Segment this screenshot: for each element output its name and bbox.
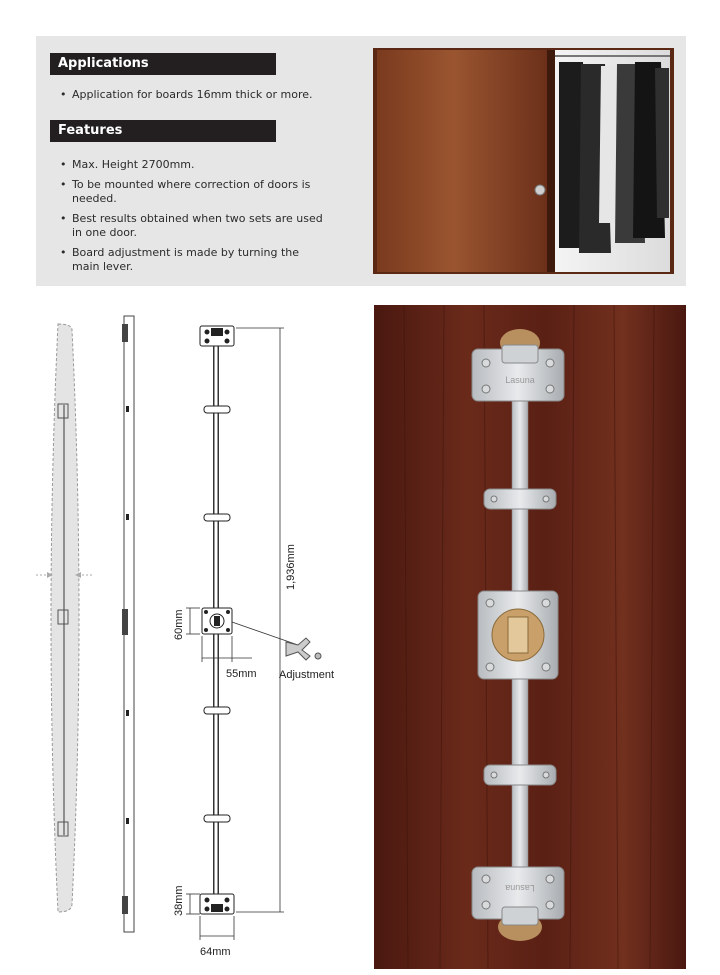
brand-label-bottom: Lasuna <box>505 883 535 893</box>
wardrobe-door <box>377 50 547 272</box>
info-panel <box>36 36 686 286</box>
end-width-dimension-label: 64mm <box>200 946 231 958</box>
wardrobe-photo <box>373 48 674 274</box>
block-height-dimension-label: 60mm <box>173 609 185 640</box>
mechanism-photo <box>374 305 686 969</box>
applications-list <box>58 88 326 108</box>
block-width-dimension-label: 55mm <box>226 668 257 680</box>
door-knob-icon <box>535 185 545 195</box>
applications-item: • Application for boards 16mm thick or more. <box>58 88 326 102</box>
height-dimension-label: 1,936mm <box>285 544 297 590</box>
end-height-dimension-label: 38mm <box>173 885 185 916</box>
straight-door-view <box>122 316 134 932</box>
adjustment-label: Adjustment <box>279 669 335 681</box>
features-heading: Features <box>50 120 276 142</box>
front-view-mechanism <box>200 326 234 914</box>
center-adjuster <box>478 591 558 679</box>
applications-heading: Applications <box>50 53 276 75</box>
brand-label-top: Lasuna <box>505 375 535 385</box>
features-item: • Max. Height 2700mm. <box>58 158 326 172</box>
features-item: • Best results obtained when two sets are used in one door. <box>58 212 326 240</box>
adjustment-key-icon <box>286 638 321 660</box>
technical-drawing <box>36 300 366 970</box>
features-item: • To be mounted where correction of doors is needed. <box>58 178 326 206</box>
bowed-door-view <box>36 324 92 912</box>
features-list <box>58 158 326 280</box>
features-item: • Board adjustment is made by turning the main lever. <box>58 246 326 274</box>
